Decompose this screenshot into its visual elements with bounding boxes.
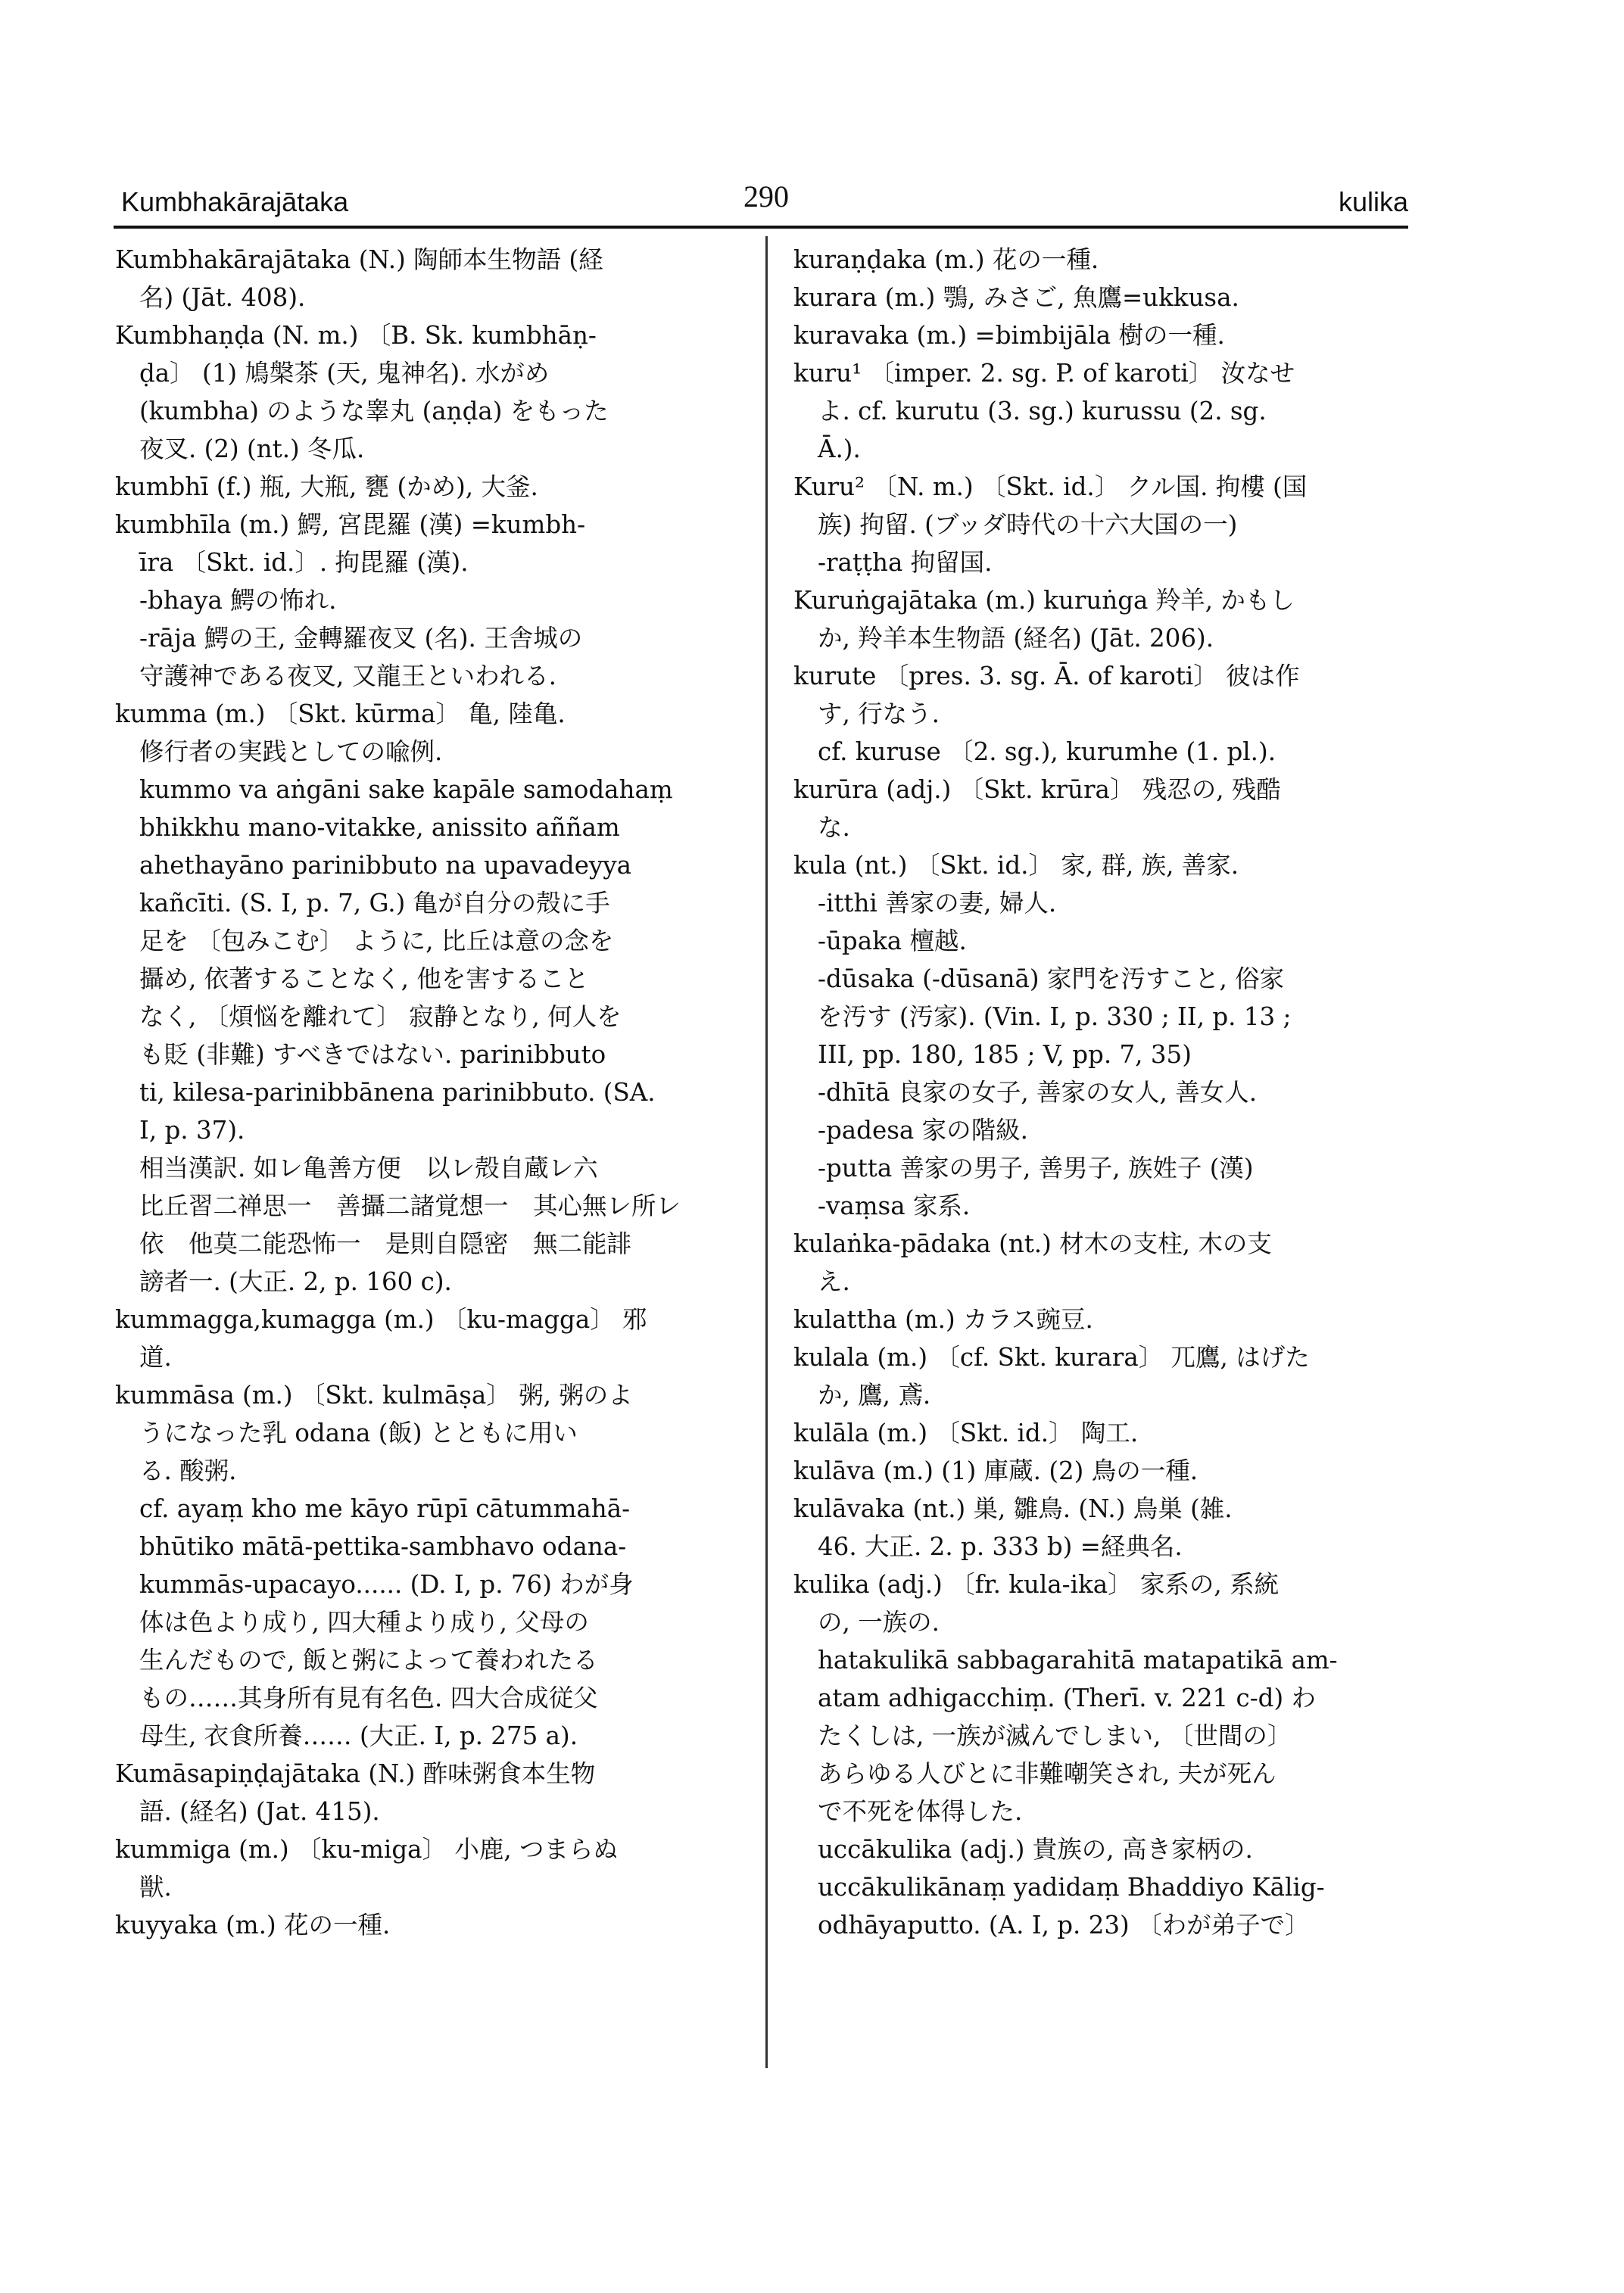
entry-line: 相当漢訳. 如レ亀善方便 以レ殻自蔵レ六 <box>139 1154 598 1182</box>
entry-line: る. 酸粥. <box>139 1456 237 1485</box>
entry-line: kummās-upacayo...... (D. I, p. 76) わが身 <box>139 1570 634 1599</box>
entry-headword-line: Kumāsapiṇḍajātaka (N.) 酢味粥食本生物 <box>115 1759 596 1788</box>
entry-headword-line: kummiga (m.) 〔ku-miga〕 小鹿, つまらぬ <box>115 1835 618 1864</box>
entry-line: 修行者の実践としての喩例. <box>139 737 443 766</box>
entry-line: -ūpaka 檀越. <box>818 927 967 955</box>
entry-headword-line: kumma (m.) 〔Skt. kūrma〕 亀, 陸亀. <box>115 699 566 728</box>
entry-line: うになった乳 odana (飯) とともに用い <box>139 1419 578 1447</box>
entry-line: の, 一族の. <box>818 1608 940 1637</box>
entry-line: -dhītā 良家の女子, 善家の女人, 善女人. <box>818 1078 1258 1107</box>
entry-line: たくしは, 一族が滅んでしまい, 〔世間の〕 <box>818 1721 1292 1750</box>
entry-headword-line: kummagga,kumagga (m.) 〔ku-magga〕 邪 <box>115 1305 647 1334</box>
entry-line: odhāyaputto. (A. I, p. 23) 〔わが弟子で〕 <box>818 1911 1310 1939</box>
entry-line: -padesa 家の階級. <box>818 1116 1028 1145</box>
entry-line: Ā.). <box>818 435 861 463</box>
entry-headword-line: Kuru² 〔N. m.) 〔Skt. id.〕 クル国. 拘樓 (国 <box>793 472 1308 501</box>
entry-line: 46. 大正. 2. p. 333 b) =経典名. <box>818 1532 1183 1561</box>
entry-line: III, pp. 180, 185 ; V, pp. 7, 35) <box>818 1040 1192 1069</box>
entry-line: 依 他莫二能恐怖一 是則自隠密 無二能誹 <box>139 1229 632 1258</box>
entry-line: を汚す (汚家). (Vin. I, p. 330 ; II, p. 13 ; <box>818 1002 1292 1031</box>
entry-line: cf. kuruse 〔2. sg.), kurumhe (1. pl.). <box>818 737 1276 766</box>
entry-line: -vaṃsa 家系. <box>818 1192 971 1220</box>
entry-headword-line: kulāvaka (nt.) 巣, 雛鳥. (N.) 鳥巣 (雑. <box>793 1494 1233 1523</box>
entry-line: 生んだもので, 飯と粥によって養われたる <box>139 1646 598 1675</box>
entry-headword-line: kulāva (m.) (1) 庫蔵. (2) 鳥の一種. <box>793 1456 1199 1485</box>
entry-line: もの……其身所有見有名色. 四大合成従父 <box>139 1684 598 1712</box>
entry-line: か, 羚羊本生物語 (経名) (Jāt. 206). <box>818 624 1214 653</box>
entry-headword-line: kuraṇḍaka (m.) 花の一種. <box>793 245 1099 274</box>
entry-line: あらゆる人びとに非難嘲笑され, 夫が死ん <box>818 1759 1276 1788</box>
entry-headword-line: kuru¹ 〔imper. 2. sg. P. of karoti〕 汝なせ <box>793 359 1295 388</box>
entry-line: kañcīti. (S. I, p. 7, G.) 亀が自分の殻に手 <box>139 889 610 918</box>
entry-line: ahethayāno parinibbuto na upavadeyya <box>139 851 632 880</box>
entry-line: 獣. <box>139 1873 172 1902</box>
entry-headword-line: kurara (m.) 鶚, みさご, 魚鷹=ukkusa. <box>793 283 1239 312</box>
entry-line: よ. cf. kurutu (3. sg.) kurussu (2. sg. <box>818 397 1267 425</box>
entry-headword-line: kumbhī (f.) 瓶, 大瓶, 甕 (かめ), 大釜. <box>115 472 538 501</box>
entry-line: か, 鷹, 鳶. <box>818 1381 931 1410</box>
entry-line: 体は色より成り, 四大種より成り, 父母の <box>139 1608 589 1637</box>
entry-line: I, p. 37). <box>139 1116 245 1145</box>
entry-line: 名) (Jāt. 408). <box>139 283 306 312</box>
entry-line: cf. ayaṃ kho me kāyo rūpī cātummahā- <box>139 1494 631 1523</box>
entry-headword-line: kulaṅka-pādaka (nt.) 材木の支柱, 木の支 <box>793 1229 1272 1258</box>
entry-line: -bhaya 鰐の怖れ. <box>139 586 337 615</box>
entry-headword-line: kulika (adj.) 〔fr. kula-ika〕 家系の, 系統 <box>793 1570 1280 1599</box>
entry-line: ti, kilesa-parinibbānena parinibbuto. (SA. <box>139 1078 656 1107</box>
entry-line: -rāja 鰐の王, 金轉羅夜叉 (名). 王舎城の <box>139 624 583 653</box>
entry-line: 攝め, 依著することなく, 他を害すること <box>139 964 589 993</box>
entry-line: (kumbha) のような睾丸 (aṇḍa) をもった <box>139 397 609 425</box>
entry-line: 母生, 衣食所養…… (大正. I, p. 275 a). <box>139 1721 578 1750</box>
entry-line: 道. <box>139 1343 172 1372</box>
entry-line: 謗者一. (大正. 2, p. 160 c). <box>139 1267 452 1296</box>
entry-line: -putta 善家の男子, 善男子, 族姓子 (漢) <box>818 1154 1254 1182</box>
entry-line: で不死を体得した. <box>818 1797 1023 1826</box>
entry-line: ḍa〕 (1) 鳩槃茶 (天, 鬼神名). 水がめ <box>139 359 550 388</box>
entry-line: uccākulika (adj.) 貴族の, 高き家柄の. <box>818 1835 1253 1864</box>
entry-headword-line: Kuruṅgajātaka (m.) kuruṅga 羚羊, かもし <box>793 586 1295 615</box>
entry-line: 比丘習二禅思一 善攝二諸覚想一 其心無レ所レ <box>139 1192 681 1220</box>
entry-line: 守護神である夜叉, 又龍王といわれる. <box>139 662 556 690</box>
entry-line: 族) 拘留. (ブッダ時代の十六大国の一) <box>818 510 1238 539</box>
entry-line: -itthi 善家の妻, 婦人. <box>818 889 1057 918</box>
page-number: 290 <box>743 179 789 213</box>
column-divider <box>765 236 768 2068</box>
entry-line: 語. (経名) (Jat. 415). <box>139 1797 380 1826</box>
entry-headword-line: kummāsa (m.) 〔Skt. kulmāṣa〕 粥, 粥のよ <box>115 1381 633 1410</box>
entry-headword-line: kurute 〔pres. 3. sg. Ā. of karoti〕 彼は作 <box>793 662 1300 690</box>
entry-line: bhūtiko mātā-pettika-sambhavo odana- <box>139 1532 627 1561</box>
entry-headword-line: kulala (m.) 〔cf. Skt. kurara〕 兀鷹, はげた <box>793 1343 1310 1372</box>
entry-line: -dūsaka (-dūsanā) 家門を汚すこと, 俗家 <box>818 964 1285 993</box>
header-right-term: kulika <box>1338 186 1408 217</box>
entry-headword-line: kurūra (adj.) 〔Skt. krūra〕 残忍の, 残酷 <box>793 775 1281 804</box>
entry-headword-line: Kumbhakārajātaka (N.) 陶師本生物語 (経 <box>115 245 603 274</box>
entry-line: bhikkhu mano-vitakke, anissito aññam <box>139 813 620 842</box>
entry-line: īra 〔Skt. id.〕. 拘毘羅 (漢). <box>139 548 469 577</box>
entry-line: す, 行なう. <box>818 699 940 728</box>
entry-line: え. <box>818 1267 850 1296</box>
entry-line: なく, 〔煩悩を離れて〕 寂静となり, 何人を <box>139 1002 622 1031</box>
running-header <box>121 179 1408 226</box>
entry-headword-line: kuravaka (m.) =bimbijāla 樹の一種. <box>793 321 1225 350</box>
entry-line: atam adhigacchiṃ. (Therī. v. 221 c-d) わ <box>818 1684 1316 1712</box>
entry-headword-line: Kumbhaṇḍa (N. m.) 〔B. Sk. kumbhāṇ- <box>115 321 597 350</box>
entry-line: -raṭṭha 拘留国. <box>818 548 993 577</box>
entry-headword-line: kulattha (m.) カラス豌豆. <box>793 1305 1093 1334</box>
entry-headword-line: kula (nt.) 〔Skt. id.〕 家, 群, 族, 善家. <box>793 851 1239 880</box>
entry-line: uccākulikānaṃ yadidaṃ Bhaddiyo Kālig- <box>818 1873 1325 1902</box>
entry-headword-line: kuyyaka (m.) 花の一種. <box>115 1911 391 1939</box>
entry-line: 足を 〔包みこむ〕 ように, 比丘は意の念を <box>139 927 614 955</box>
right-column <box>793 241 1413 1944</box>
entry-line: な. <box>818 813 850 842</box>
entry-line: 夜叉. (2) (nt.) 冬瓜. <box>139 435 365 463</box>
entry-line: kummo va aṅgāni sake kapāle samodahaṃ <box>139 775 673 804</box>
entry-line: も貶 (非難) すべきではない. parinibbuto <box>139 1040 606 1069</box>
left-column <box>115 241 740 1944</box>
entry-line: hatakulikā sabbagarahitā matapatikā am- <box>818 1646 1338 1675</box>
header-left-term: Kumbhakārajātaka <box>121 186 349 217</box>
entry-headword-line: kumbhīla (m.) 鰐, 宮毘羅 (漢) =kumbh- <box>115 510 586 539</box>
header-rule <box>114 226 1408 229</box>
entry-headword-line: kulāla (m.) 〔Skt. id.〕 陶工. <box>793 1419 1139 1447</box>
